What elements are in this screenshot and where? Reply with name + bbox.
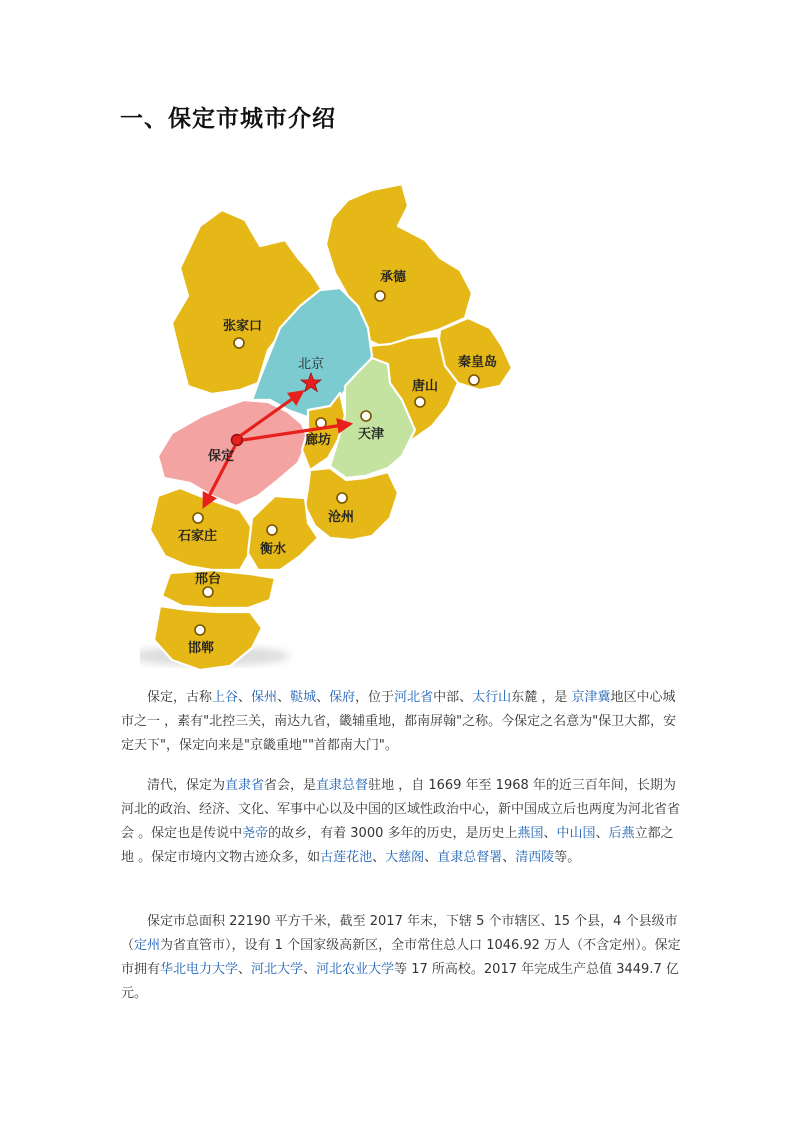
p1-text: 保定，古称 [147, 690, 213, 705]
tianjin-dot [361, 411, 371, 421]
link-jiancheng[interactable]: 鞑城 [290, 690, 317, 705]
p2-text: 、 [424, 850, 438, 865]
map-svg [140, 178, 540, 678]
link-ncepu[interactable]: 华北电力大学 [160, 962, 239, 977]
link-baofu[interactable]: 保府 [329, 690, 356, 705]
label-hengshui: 衡水 [260, 542, 287, 557]
p2-text: 立都之地 。保定市境内文物古迹众多，如 [121, 826, 674, 865]
label-chengde: 承德 [380, 270, 407, 285]
page-title: 一、保定市城市介绍 [120, 106, 336, 132]
p1-text: 、 [238, 690, 252, 705]
region-cangzhou [305, 468, 398, 540]
p2-text: 、 [502, 850, 516, 865]
label-qinhuangdao: 秦皇岛 [458, 355, 498, 370]
paragraph-3-text [121, 910, 681, 1006]
p2-text: 、 [372, 850, 386, 865]
chengde-dot [375, 291, 385, 301]
link-later-yan[interactable]: 后燕 [608, 826, 635, 841]
xingtai-dot [203, 587, 213, 597]
shijiazhuang-dot [193, 513, 203, 523]
link-lotus-pond[interactable]: 古莲花池 [320, 850, 373, 865]
p2-text: 省会，是 [264, 778, 317, 793]
label-xingtai: 邢台 [195, 572, 222, 587]
handan-dot [195, 625, 205, 635]
link-yaodi[interactable]: 尧帝 [242, 826, 269, 841]
link-western-qing-tombs[interactable]: 清西陵 [515, 850, 555, 865]
qinhuangdao-dot [469, 375, 479, 385]
link-hebei-university[interactable]: 河北大学 [251, 962, 304, 977]
link-baozhou[interactable]: 保州 [251, 690, 278, 705]
p2-text: 驻地 ，自 1669 年至 1968 年的近三百年间，长期为河北的政治、经济、文化、军事中心以及中国的区域性政治中心，新中国成立后也两度为河北省省会 。保定也是传说中 [121, 778, 681, 841]
link-daci-pavilion[interactable]: 大慈阁 [385, 850, 425, 865]
label-baoding: 保定 [208, 449, 235, 464]
link-hebei-province[interactable]: 河北省 [394, 690, 434, 705]
p1-text: 中部、 [433, 690, 473, 705]
link-zhili-governor[interactable]: 直隶总督 [316, 778, 369, 793]
cangzhou-dot [337, 493, 347, 503]
paragraph-1 [121, 686, 681, 758]
link-hebei-agricultural-university[interactable]: 河北农业大学 [316, 962, 395, 977]
paragraph-3 [121, 910, 681, 1006]
paragraph-2 [121, 774, 681, 870]
p1-text: ，位于 [355, 690, 395, 705]
p1-text: 地区中心城市之一 ，素有"北控三关，南达九省，畿辅重地，都南屏翰"之称。今保定之名意为"保卫大都，安定天下"，保定向来是"京畿重地""首都南大门"。 [121, 690, 677, 753]
p2-text: 的故乡，有着 3000 多年的历史，是历史上 [268, 826, 518, 841]
link-zhongshan-state[interactable]: 中山国 [556, 826, 596, 841]
hengshui-dot [267, 525, 277, 535]
label-zhangjiakou: 张家口 [223, 319, 263, 334]
link-yan-state[interactable]: 燕国 [517, 826, 544, 841]
p3-text: 、 [238, 962, 252, 977]
p1-text: 东麓 ，是 [511, 690, 572, 705]
p2-text: 清代，保定为 [147, 778, 226, 793]
label-shijiazhuang: 石家庄 [178, 529, 218, 544]
link-shanggu[interactable]: 上谷 [212, 690, 239, 705]
p3-text: 为省直管市），设有 1 个国家级高新区，全市常住总人口 1046.92 万人（不含定州）。保定市拥有 [121, 938, 681, 977]
paragraph-1-text [121, 686, 681, 758]
zhangjiakou-dot [234, 338, 244, 348]
p1-text: 、 [277, 690, 291, 705]
link-dingzhou[interactable]: 定州 [134, 938, 161, 953]
tangshan-dot [415, 397, 425, 407]
p2-text: 、 [543, 826, 557, 841]
p3-text: 等 17 所高校。2017 年完成生产总值 3449.7 亿元。 [121, 962, 679, 1001]
label-beijing: 北京 [298, 357, 325, 372]
label-cangzhou: 沧州 [328, 510, 355, 525]
link-jingjinji[interactable]: 京津冀 [571, 690, 611, 705]
p1-text: 、 [316, 690, 330, 705]
link-taihang-mountain[interactable]: 太行山 [472, 690, 512, 705]
hebei-map [140, 178, 540, 678]
label-handan: 邯郸 [188, 641, 215, 656]
label-langfang: 廊坊 [305, 433, 332, 448]
link-governor-office[interactable]: 直隶总督署 [437, 850, 503, 865]
p2-text: 、 [595, 826, 609, 841]
label-tianjin: 天津 [358, 427, 385, 442]
paragraph-2-text [121, 774, 681, 870]
label-tangshan: 唐山 [412, 379, 439, 394]
link-zhili-province[interactable]: 直隶省 [225, 778, 265, 793]
p2-text: 等。 [554, 850, 581, 865]
p3-text: 、 [303, 962, 317, 977]
p3-text: 保定市总面积 22190 平方千米，截至 2017 年末，下辖 5 个市辖区、15 个县，4 个县级市（ [121, 914, 678, 953]
